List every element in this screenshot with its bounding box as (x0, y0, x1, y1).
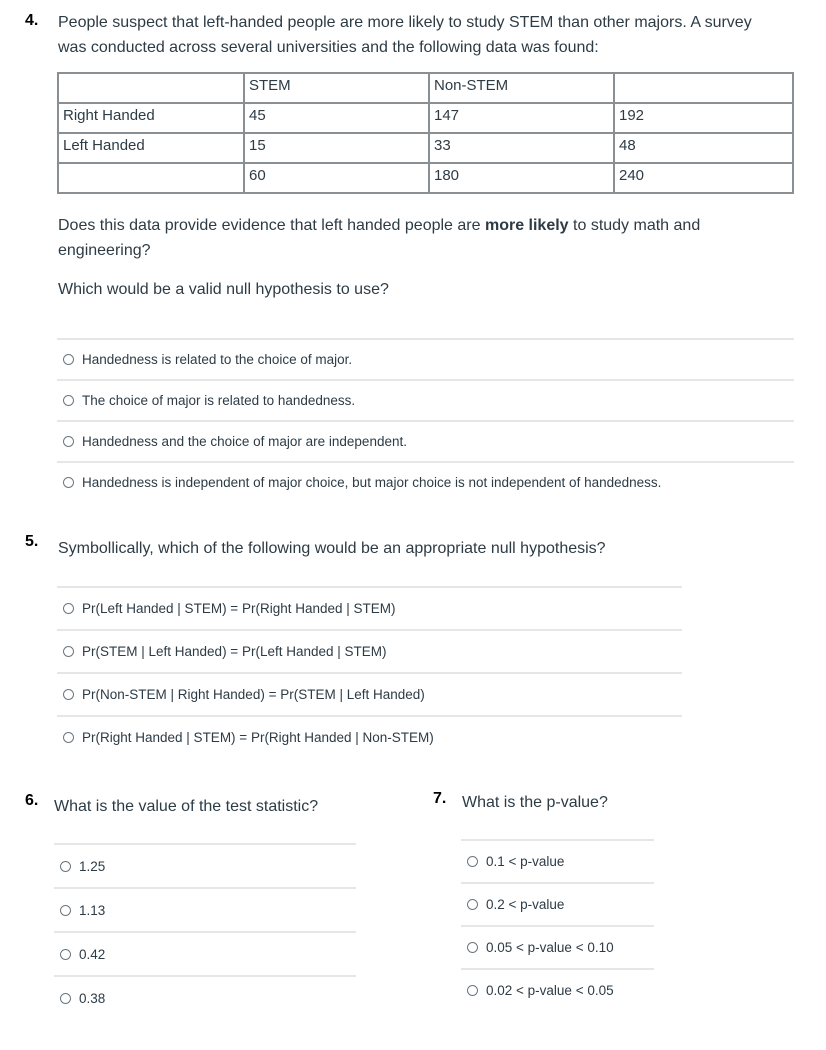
option-label: 0.02 < p-value < 0.05 (486, 983, 614, 998)
question-6-prompt: What is the value of the test statistic? (54, 798, 319, 815)
question-7-prompt: What is the p-value? (462, 794, 608, 811)
question-6-option[interactable] (54, 887, 356, 931)
radio-button-icon[interactable] (467, 856, 478, 867)
question-5-option[interactable] (57, 629, 682, 672)
question-7-option[interactable] (461, 925, 654, 968)
question-4-option[interactable] (57, 461, 794, 502)
table-row-label (58, 163, 244, 193)
table-header-cell: STEM (244, 73, 429, 103)
radio-button-icon[interactable] (63, 689, 74, 700)
radio-button-icon[interactable] (63, 732, 74, 743)
table-cell: 180 (429, 163, 614, 193)
option-label: Handedness and the choice of major are independent. (82, 434, 407, 449)
radio-button-icon[interactable] (60, 993, 71, 1004)
table-header-cell: Non-STEM (429, 73, 614, 103)
table-cell: 48 (614, 133, 793, 163)
radio-button-icon[interactable] (63, 395, 74, 406)
option-label: Handedness is related to the choice of major. (82, 352, 353, 367)
radio-button-icon[interactable] (63, 646, 74, 657)
question-5-option[interactable] (57, 672, 682, 715)
question-4-question-post: to study math and (568, 217, 701, 234)
question-4-option[interactable] (57, 379, 794, 420)
option-label: Pr(STEM | Left Handed) = Pr(Left Handed | STEM) (82, 644, 387, 659)
question-7-option[interactable] (461, 968, 654, 1011)
option-label: 0.1 < p-value (486, 854, 565, 869)
radio-button-icon[interactable] (63, 603, 74, 614)
question-4-prompt-line1: People suspect that left-handed people are more likely to study STEM than other majors. A survey (58, 14, 752, 31)
table-header-row (58, 73, 793, 103)
radio-button-icon[interactable] (467, 899, 478, 910)
question-7-options (461, 839, 654, 1011)
question-6-number: 6. (25, 792, 39, 809)
option-label: 1.25 (79, 858, 106, 874)
option-label: Handedness is independent of major choice, but major choice is not independent of handedness. (82, 475, 662, 490)
question-5-prompt: Symbollically, which of the following would be an appropriate null hypothesis? (58, 540, 606, 557)
table-cell: 60 (244, 163, 429, 193)
question-4-prompt-line2: was conducted across several universities and the following data was found: (58, 39, 599, 56)
option-label: 0.42 (79, 946, 106, 962)
question-4-option[interactable] (57, 420, 794, 461)
radio-button-icon[interactable] (60, 861, 71, 872)
radio-button-icon[interactable] (467, 942, 478, 953)
option-label: Pr(Left Handed | STEM) = Pr(Right Handed | STEM) (82, 601, 396, 616)
table-cell (58, 73, 244, 103)
table-row (58, 133, 793, 163)
radio-button-icon[interactable] (63, 436, 74, 447)
option-label: 0.2 < p-value (486, 897, 565, 912)
table-cell: 240 (614, 163, 793, 193)
option-label: The choice of major is related to handedness. (82, 393, 356, 408)
radio-button-icon[interactable] (60, 905, 71, 916)
radio-button-icon[interactable] (63, 477, 74, 488)
question-4-question-line2: engineering? (58, 242, 151, 259)
question-4-prompt (58, 10, 798, 60)
question-7-option[interactable] (461, 882, 654, 925)
question-6-options (54, 843, 356, 1019)
option-label: 0.38 (79, 990, 106, 1006)
question-4-options (57, 338, 794, 502)
question-6-option[interactable] (54, 843, 356, 887)
radio-button-icon[interactable] (63, 354, 74, 365)
question-4-number: 4. (25, 12, 39, 29)
option-label: Pr(Right Handed | STEM) = Pr(Right Handed | Non-STEM) (82, 730, 434, 745)
question-4-question-emphasis: more likely (484, 217, 569, 234)
question-5-option[interactable] (57, 586, 682, 629)
table-cell: 147 (429, 103, 614, 133)
question-4-main-question (58, 213, 798, 263)
table-row (58, 103, 793, 133)
table-cell: 45 (244, 103, 429, 133)
option-label: 1.13 (79, 902, 106, 918)
option-label: Pr(Non-STEM | Right Handed) = Pr(STEM | Left Handed) (82, 687, 425, 702)
table-row-label: Left Handed (58, 133, 244, 163)
table-row (58, 163, 793, 193)
table-cell (614, 73, 793, 103)
option-label: 0.05 < p-value < 0.10 (486, 940, 614, 955)
table-cell: 15 (244, 133, 429, 163)
question-5-option[interactable] (57, 715, 682, 758)
question-6-option[interactable] (54, 975, 356, 1019)
contingency-table (57, 72, 794, 194)
radio-button-icon[interactable] (467, 985, 478, 996)
question-7-number: 7. (433, 790, 447, 807)
question-5-number: 5. (25, 533, 39, 550)
question-7-option[interactable] (461, 839, 654, 882)
table-cell: 33 (429, 133, 614, 163)
question-5-options (57, 586, 682, 758)
question-6-option[interactable] (54, 931, 356, 975)
question-4-sub-question: Which would be a valid null hypothesis to use? (58, 281, 389, 298)
question-4-question-pre: Does this data provide evidence that left handed people are (58, 217, 485, 234)
table-cell: 192 (614, 103, 793, 133)
question-4-option[interactable] (57, 338, 794, 379)
radio-button-icon[interactable] (60, 949, 71, 960)
table-row-label: Right Handed (58, 103, 244, 133)
question-4-question-line1 (58, 213, 798, 238)
